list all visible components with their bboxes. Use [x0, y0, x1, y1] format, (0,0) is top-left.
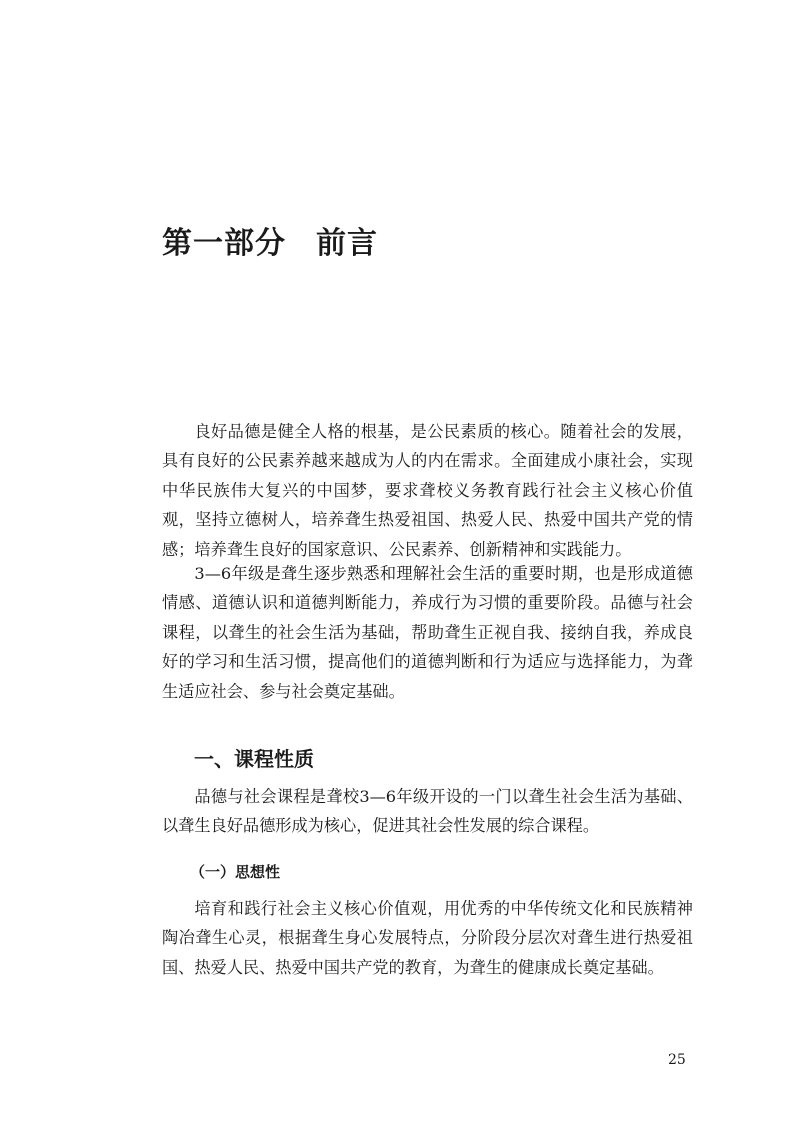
part-label: 第一部分: [162, 226, 286, 261]
intro-paragraph-2: 3—6年级是聋生逐步熟悉和理解社会生活的重要时期，也是形成道德情感、道德认识和道德判断能力，养成行为习惯的重要阶段。品德与社会课程，以聋生的社会生活为基础，帮助聋生正视自我、接纳自我，养成良好的学习和生活习惯，提高他们的道德判断和行为适应与选择能力，为聋生适应社会、参与社会奠定基础。: [162, 564, 693, 701]
section-paragraph: 品德与社会课程是聋校3—6年级开设的一门以聋生社会生活为基础、以聋生良好品德形成为核心，促进其社会性发展的综合课程。: [162, 787, 693, 836]
section-heading: 一、课程性质: [194, 747, 314, 771]
subsection-heading: （一）思想性: [190, 863, 281, 881]
intro-paragraph-1: 良好品德是健全人格的根基，是公民素质的核心。随着社会的发展，具有良好的公民素养越来越成为人的内在需求。全面建成小康社会，实现中华民族伟大复兴的中国梦，要求聋校义务教育践行社会主义核心价值观，坚持立德树人，培养聋生热爱祖国、热爱人民、热爱中国共产党的情感；培养聋生良好的国家意识、公民素养、创新精神和实践能力。: [162, 422, 693, 559]
part-title-text: 前言: [316, 226, 378, 261]
page-number: 25: [668, 1052, 686, 1068]
part-title: [162, 226, 378, 262]
subsection-paragraph: 培育和践行社会主义核心价值观，用优秀的中华传统文化和民族精神陶冶聋生心灵，根据聋生身心发展特点，分阶段分层次对聋生进行热爱祖国、热爱人民、热爱中国共产党的教育，为聋生的健康成长奠定基础。: [162, 899, 693, 977]
